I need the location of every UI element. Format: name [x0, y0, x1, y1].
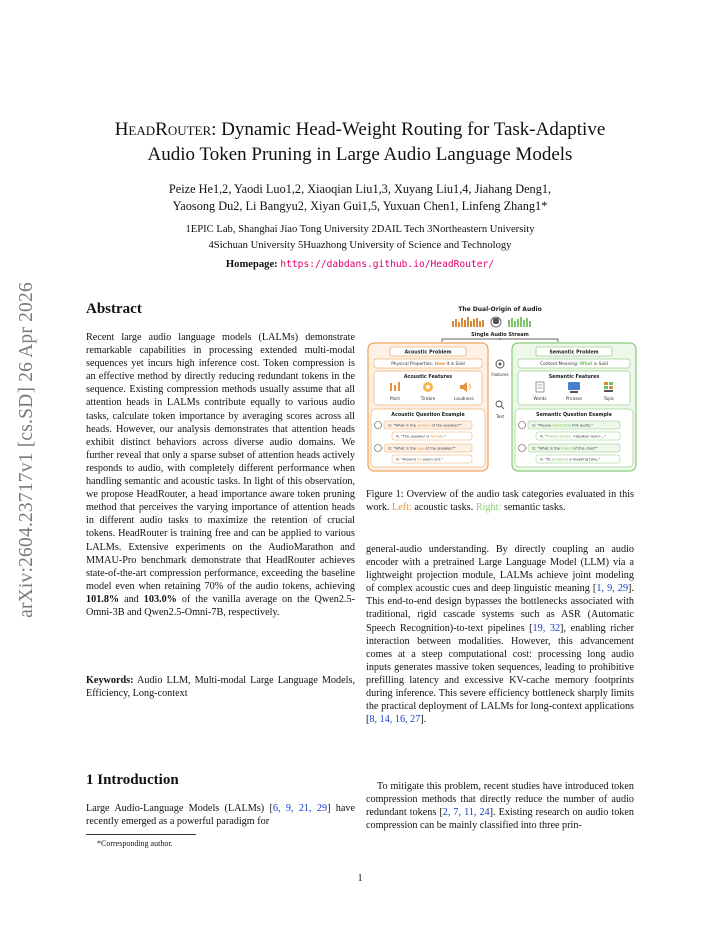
- svg-text:Semantic Question Example: Semantic Question Example: [536, 413, 612, 418]
- gear-icon: [496, 360, 504, 368]
- svg-text:Acoustic Features: Acoustic Features: [403, 375, 453, 380]
- svg-text:Words: Words: [533, 396, 547, 401]
- svg-text:Q: "What is the intent of this: Q: "What is the intent of this chat?": [532, 446, 598, 451]
- citation-link[interactable]: 19, 32: [532, 622, 561, 634]
- body-paragraph: To mitigate this problem, recent studies have introduced token compression methods that directly reduce the number of audio redundant tokens [2, 7, 11, 24]. Existing research on audio token compression can be mainly classified into three prin-: [366, 781, 634, 832]
- svg-text:Semantic Features: Semantic Features: [548, 375, 600, 380]
- intro-paragraph: Large Audio-Language Models (LALMs) [6, 9, 21, 29] have recently emerged as a powerful paradigm for: [86, 803, 356, 828]
- svg-text:Q: "What is the age of the spe: Q: "What is the age of the speaker?": [388, 446, 456, 451]
- abstract-heading: Abstract: [86, 301, 142, 317]
- svg-text:Topic: Topic: [603, 396, 615, 401]
- svg-text:Phrases: Phrases: [565, 396, 583, 401]
- svg-text:Acoustic Question Example: Acoustic Question Example: [391, 413, 465, 418]
- words-icon: [536, 382, 544, 392]
- svg-text:Pitch: Pitch: [389, 396, 401, 401]
- svg-text:A: "To schedule a meeting time: A: "To schedule a meeting time.": [540, 457, 601, 462]
- svg-text:A: "The speaker is female.": A: "The speaker is female.": [396, 434, 447, 439]
- page-number: 1: [357, 873, 363, 884]
- magnifier-icon: [496, 401, 504, 409]
- figure-caption: Figure 1: Overview of the audio task categories evaluated in this work. Left: acoustic tasks. Right: semantic tasks.: [366, 489, 634, 514]
- arxiv-identifier: arXiv:2604.23717v1 [cs.SD] 26 Apr 2026: [16, 282, 37, 618]
- body-paragraph: general-audio understanding. By directly coupling an audio encoder with a pretrained Large Language Model (LLM) via a lightweight projection module, LALMs achieve joint modeling of complex acoustic cues and deep linguistic meaning [1, 9, 29]. This end-to-end design bypasses the bottlenecks associated with traditional, rigid cascade systems such as ASR (Automatic Speech Recognition)-to-text pipelines [19, 32], enabling richer interaction between modalities. However, this advancement comes at a steep computational cost: processing long audio inputs generates massive token sequences, leading to prohibitive prefilling latency and excessive KV-cache memory footprints during inference. This severe efficiency bottleneck sharply limits the practical deployment of LALMs for long-context applications [8, 14, 16, 27].: [366, 544, 634, 726]
- svg-text:Loudness: Loudness: [454, 396, 474, 401]
- paper-title: HeadRouter: Dynamic Head-Weight Routing for Task-Adaptive Audio Token Pruning in Large Audio Language Models: [114, 119, 606, 165]
- svg-text:A: "Around 30 years old.": A: "Around 30 years old.": [396, 457, 443, 462]
- acoustic-panel: [368, 343, 488, 471]
- svg-text:Semantic Problem: Semantic Problem: [549, 350, 599, 356]
- citation-link[interactable]: 2, 7, 11, 24: [442, 807, 490, 819]
- method-name: HeadRouter: [114, 119, 212, 140]
- svg-text:Text: Text: [495, 414, 505, 419]
- figure-1: [366, 300, 638, 478]
- semantic-panel: [512, 343, 636, 471]
- waveform-icon: [451, 317, 533, 327]
- timbre-icon: [423, 382, 433, 392]
- citation-link[interactable]: 1, 9, 29: [596, 583, 629, 595]
- section-heading-introduction: 1 Introduction: [86, 772, 179, 788]
- svg-text:Q: "What is the gender of the: Q: "What is the gender of the speaker?": [388, 423, 462, 428]
- homepage: Homepage: https://dabdans.github.io/HeadRouter/: [225, 259, 495, 270]
- homepage-link[interactable]: https://dabdans.github.io/HeadRouter/: [280, 259, 495, 270]
- svg-text:Content Meaning: What is Said: Content Meaning: What is Said: [540, 362, 608, 367]
- figure-title: The Dual-Origin of Audio: [458, 306, 542, 313]
- author-list: Peize He1,2, Yaodi Luo1,2, Xiaoqian Liu1,3, Xuyang Liu1,4, Jiahang Deng1, Yaosong Du2, Li Bangyu2, Xiyan Gui1,5, Yuxuan Chen1, Linfeng Zhang1*: [168, 182, 552, 213]
- svg-text:Q: "Please transcribe this aud: Q: "Please transcribe this audio.": [532, 423, 593, 428]
- keywords: Keywords: Audio LLM, Multi-modal Large Language Models, Efficiency, Long-context: [86, 675, 355, 700]
- svg-text:Physical Properties: How it is: Physical Properties: How it is Said: [391, 362, 465, 367]
- svg-text:Timbre: Timbre: [420, 396, 436, 401]
- svg-text:A: "Transcription: <Spoken tex: A: "Transcription: <Spoken text>...": [540, 434, 607, 439]
- citation-link[interactable]: 8, 14, 16, 27: [369, 714, 421, 726]
- affiliations: 1EPIC Lab, Shanghai Jiao Tong University 2DAIL Tech 3Northeastern University 4Sichuan University 5Huazhong University of Science and Technology: [185, 224, 535, 251]
- footnote-rule: [86, 834, 196, 835]
- svg-text:Acoustic Problem: Acoustic Problem: [404, 350, 452, 356]
- svg-text:Features: Features: [491, 372, 509, 377]
- footnote: *Corresponding author.: [97, 839, 173, 848]
- stream-label: Single Audio Stream: [471, 332, 529, 338]
- citation-link[interactable]: 6, 9, 21, 29: [272, 803, 328, 814]
- abstract-text: Recent large audio language models (LALMs) demonstrate remarkable capabilities in processing extended multi-modal sequences yet incurs high inference cost. Token compression is an effective method by directly reducing redundant tokens in the sequence. Existing compression methods usually assume that all attention heads in LALMs contribute equally to various audio tasks, calculate token importance by averaging scores across all heads. However, our analysis demonstrates that attention heads exhibit distinct behaviors across diverse audio domains. We further reveal that only a sparse subset of attention heads actively responds to audio, with completely different performance when handling semantic and acoustic tasks. In light of this observation, we propose HeadRouter, a head importance aware token pruning method that perceives the varying importance of attention heads in different audio tasks to maximize the retention of crucial tokens. HeadRouter is training free and can be applied to various LALMs. Extensive experiments on the AudioMarathon and MMAU-Pro benchmark demonstrate that HeadRouter achieves state-of-the-art compression performance, exceeding the baseline model even when retaining 70% of the audio tokens, achieving 101.8% and 103.0% of the vanilla average on the Qwen2.5-Omni-3B and Qwen2.5-Omni-7B, respectively.: [86, 332, 355, 618]
